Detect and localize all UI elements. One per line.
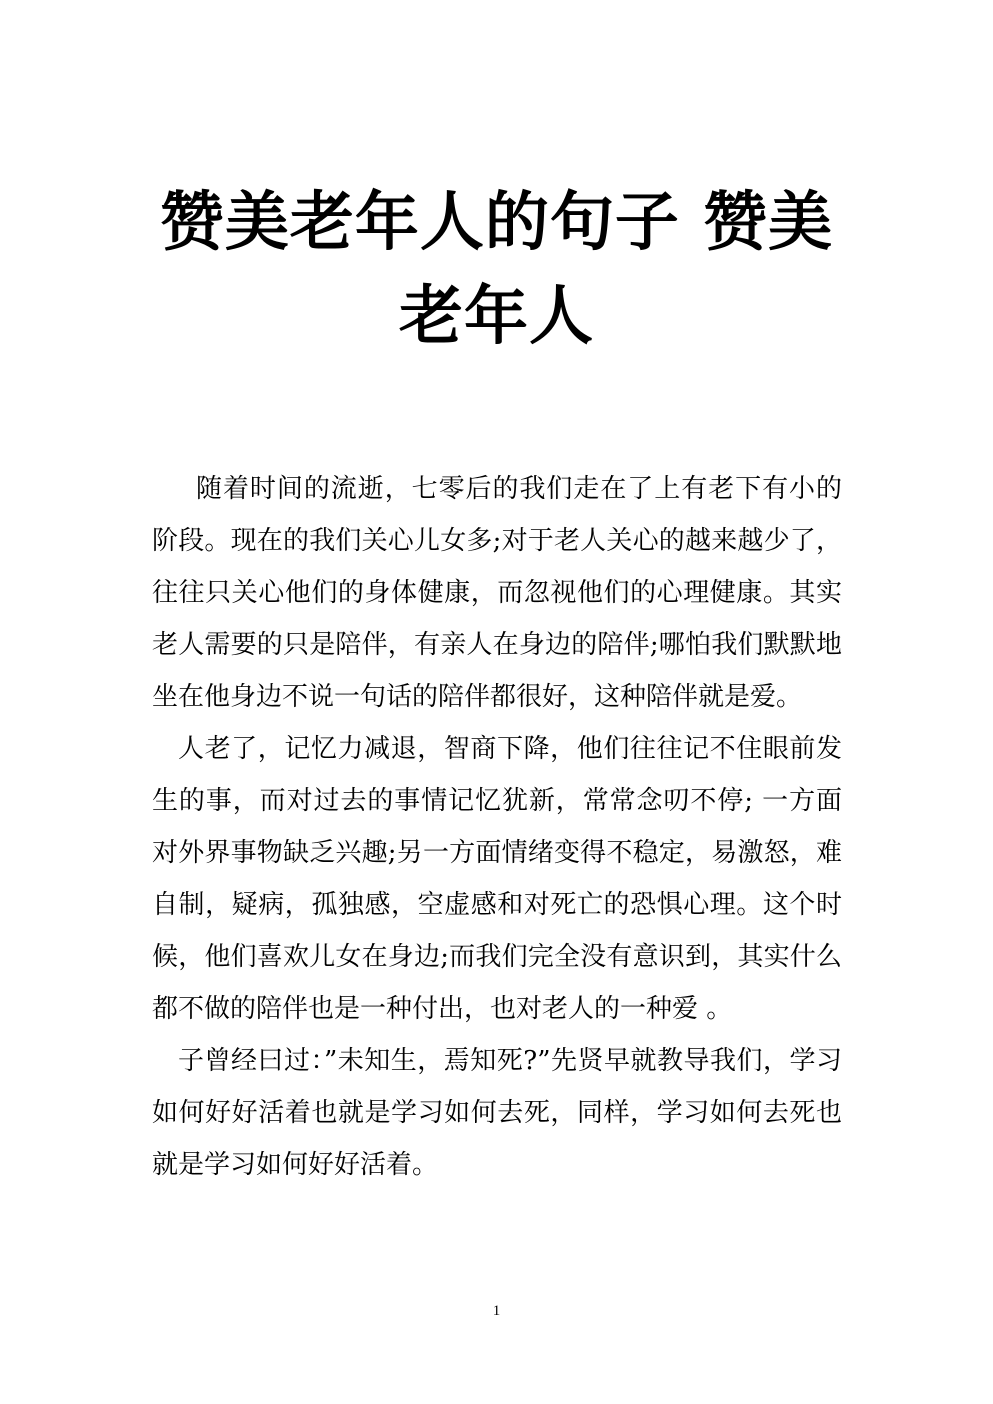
document-body — [152, 463, 842, 1191]
paragraph-1: 随着时间的流逝，七零后的我们走在了上有老下有小的阶段。现在的我们关心儿女多;对于老人关心的越来越少了，往往只关心他们的身体健康，而忽视他们的心理健康。其实老人需要的只是陪伴，有亲人在身边的陪伴;哪怕我们默默地坐在他身边不说一句话的陪伴都很好，这种陪伴就是爱。 — [152, 474, 842, 712]
document-title: 赞美老年人的句子 赞美老年人 — [159, 186, 834, 354]
page-number: 1 — [492, 1303, 501, 1319]
paragraph-3: 子曾经曰过：”未知生，焉知死?”先贤早就教导我们，学习如何好好活着也就是学习如何去死，同样，学习如何去死也就是学习如何好好活着。 — [152, 1046, 842, 1180]
paragraph-2: 人老了，记忆力减退，智商下降，他们往往记不住眼前发生的事，而对过去的事情记忆犹新，常常念叨不停; 一方面对外界事物缺乏兴趣;另一方面情绪变得不稳定，易激怒，难自制，疑病，孤独感，空虚感和对死亡的恐惧心理。这个时候，他们喜欢儿女在身边;而我们完全没有意识到，其实什么都不做的陪伴也是一种付出，也对老人的一种爱 。 — [152, 734, 842, 1024]
